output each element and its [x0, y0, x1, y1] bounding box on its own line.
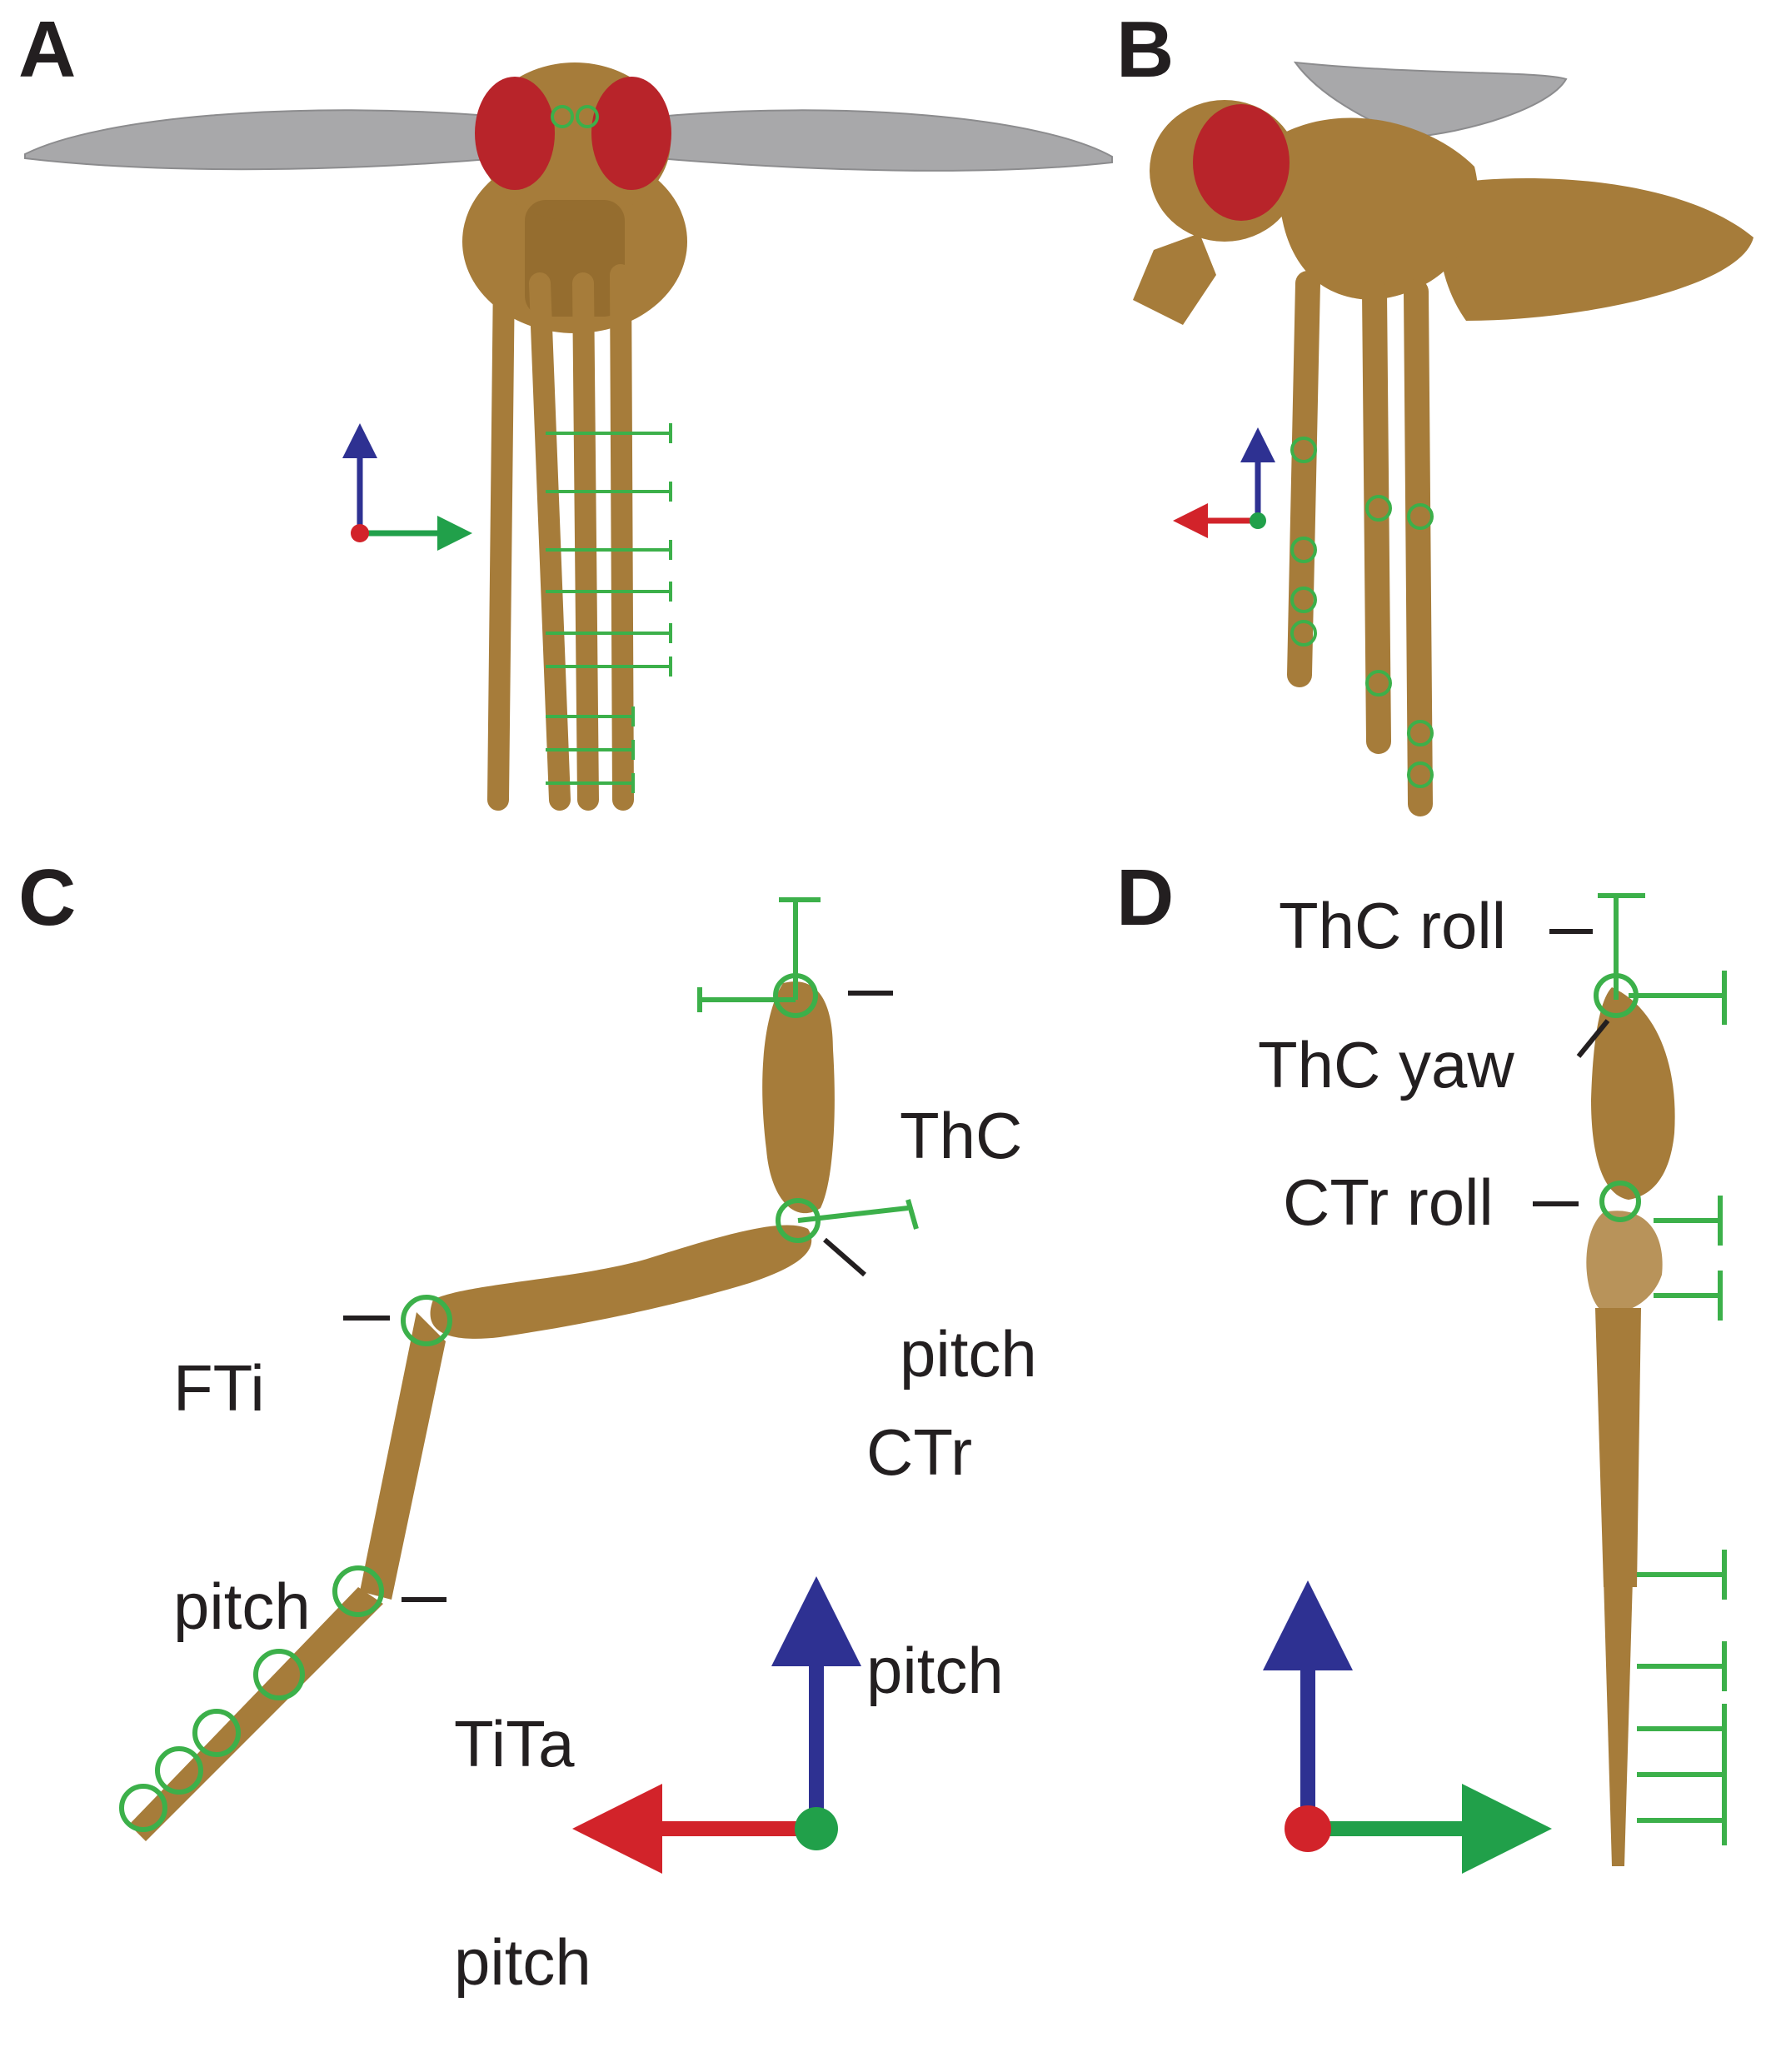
axis-a-x — [351, 524, 369, 542]
leg-b3 — [1416, 292, 1420, 804]
right-eye — [591, 77, 671, 190]
label-fti-pitch-line2: pitch — [173, 1569, 311, 1643]
femur-d — [1595, 1308, 1641, 1587]
proboscis-b — [1133, 233, 1216, 325]
panel-b-fly-side — [1133, 62, 1754, 804]
axis-b-y — [1250, 512, 1266, 529]
tibia-d — [1604, 1579, 1633, 1866]
panel-d-letter: D — [1116, 853, 1175, 942]
leg-b1 — [1300, 283, 1308, 675]
femur-c — [431, 1225, 812, 1338]
label-thc-pitch-line1: ThC — [900, 1098, 1023, 1172]
panel-b-letter: B — [1116, 5, 1175, 94]
panel-a-fly-front — [25, 62, 1112, 800]
leg-b2 — [1374, 292, 1379, 741]
axis-d-x — [1285, 1805, 1331, 1852]
label-fti-pitch-line1: FTi — [173, 1351, 265, 1425]
label-tita-pitch-line2: pitch — [454, 1925, 591, 1999]
panel-c-letter: C — [18, 853, 77, 942]
leg-a3 — [583, 283, 588, 800]
eye-b — [1193, 104, 1290, 221]
label-tita-pitch-line1: TiTa — [454, 1706, 575, 1780]
coxa-d — [1591, 987, 1675, 1200]
axes-c — [587, 1591, 838, 1850]
label-thc-yaw: ThC yaw — [1258, 1028, 1514, 1101]
left-wing — [25, 110, 510, 169]
right-wing — [648, 110, 1112, 171]
left-eye — [475, 77, 555, 190]
axis-c-y — [795, 1807, 838, 1850]
axes-b — [1179, 433, 1266, 529]
label-fti-pitch — [173, 1206, 311, 1716]
trochanter-d — [1586, 1211, 1662, 1312]
label-ctr-pitch — [866, 1271, 1004, 1780]
label-ctr-pitch-line2: pitch — [866, 1633, 1004, 1707]
label-thc-pitch-line2: pitch — [900, 1316, 1037, 1390]
label-thc-roll: ThC roll — [1279, 889, 1507, 962]
label-tita-pitch — [454, 1562, 591, 2072]
label-ctr-roll: CTr roll — [1283, 1166, 1494, 1239]
abdomen-b — [1439, 178, 1754, 321]
panel-a-letter: A — [18, 5, 77, 94]
leg-a4 — [621, 275, 623, 800]
leg-a2 — [540, 283, 560, 800]
label-ctr-pitch-line1: CTr — [866, 1415, 973, 1489]
leg-a1 — [498, 275, 504, 800]
tibia-c — [360, 1312, 446, 1600]
axes-d — [1285, 1595, 1537, 1852]
axes-a — [351, 429, 466, 542]
